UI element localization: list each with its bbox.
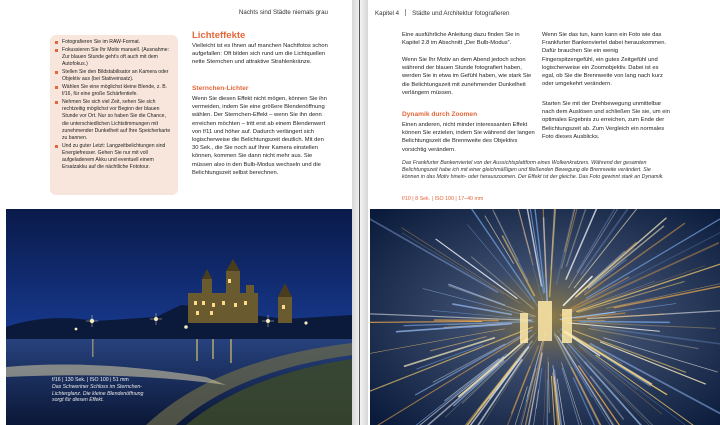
photo-caption-left — [52, 377, 152, 404]
photo-schwerin-castle — [6, 209, 352, 425]
chapter-label: Kapitel 4 — [375, 10, 400, 17]
running-head-right — [375, 9, 509, 17]
checklist-box — [50, 35, 178, 195]
paragraph-zoom-effect: Einen anderen, nicht minder interessanten Effekt können Sie erzielen, indem Sie während der langen Belichtungszeit die Brennweite des Objektivs vorsichtig verändern. — [402, 122, 535, 153]
heading-sternchen-lichter: Sternchen-Lichter — [192, 85, 249, 92]
checklist-item: Fokussieren Sie Ihr Motiv manuell. (Ausnahme: Zur blauen Stunde geht’s oft auch mit dem Autofokus.) — [55, 47, 174, 69]
zoom-streak — [547, 380, 548, 425]
left-page — [0, 0, 352, 425]
paragraph-blue-hour: Wenn Sie Ihr Motiv an dem Abend jedoch schon während der blauen Stunde fotografiert haben, werden Sie in etwa im Gefühl haben, wie stark Sie die Belichtungszeit mit zunehmender Dunkelheit verlängern müssen. — [402, 57, 532, 96]
checklist-item: Wählen Sie eine möglichst kleine Blende, z. B. f/16, für eine große Schärfentiefe. — [55, 84, 174, 98]
zoom-streak — [435, 320, 498, 321]
zoom-burst-image — [370, 209, 720, 425]
heading-dynamik-zoomen: Dynamik durch Zoomen — [402, 111, 478, 118]
photo-frankfurt-zoom — [370, 209, 720, 425]
right-page — [368, 0, 720, 425]
photo-caption-right: Das Frankfurter Bankenviertel von der Aussichtsplattform eines Wolkenkratzers. Während der gesamten Belichtungszeit habe ich mit einer gleichmäßigen und fließenden Bewegung die Brennweite verändert. Sie können in das Motiv hinein- oder herauszoomen. Der Effekt ist der gleiche. Das Foto gewinnt stark an Dynamik. — [402, 160, 664, 181]
checklist-item: Und zu guter Letzt: Langzeitbelichtungen sind Energiefresser. Gehen Sie nur mit voll aufgeladenem Akku und eventuell einem Ersatzakku auf die nächtliche Fototour. — [55, 143, 174, 172]
photo-caption-text-left: Das Schweriner Schloss im Sternchen-Lichterglanz. Die kleine Blendenöffnung sorgt für diesen Effekt. — [52, 383, 144, 404]
paragraph-rotation: Starten Sie mit der Drehbewegung unmittelbar nach dem Auslösen und schließen Sie sie, um ein optimales Ergebnis zu erreichen, zum Ende der Belichtungszeit ab. Zum Vergleich ein normales Foto dieses Ausblicks. — [542, 101, 670, 140]
chapter-title: Städte und Architektur fotografieren — [412, 10, 510, 17]
checklist-item: Fotografieren Sie im RAW-Format. — [55, 39, 174, 46]
heading-lichteffekte: Lichteffekte — [192, 30, 246, 41]
photo-meta-right: f/10 | 8 Sek. | ISO 100 | 17–40 mm — [402, 196, 484, 202]
checklist — [55, 39, 174, 172]
paragraph-bulb-reference: Eine ausführliche Anleitung dazu finden Sie in Kapitel 2.8 im Abschnitt „Der Bulb-Modus“. — [402, 32, 520, 47]
checklist-item: Stellen Sie den Bildstabilisator an Kamera oder Objektiv aus (bei Stativeinsatz). — [55, 69, 174, 83]
photo-meta-left: f/16 | 130 Sek. | ISO 100 | 51 mm — [52, 377, 129, 383]
running-head-left: Nachts sind Städte niemals grau — [238, 9, 328, 16]
paragraph-frankfurt: Wenn Sie das tun, kann kann ein Foto wie das Frankfurter Bankenviertel dabei herauskommen. Dafür brauchen Sie ein wenig Fingerspitzengefühl, ein gutes Zeitgefühl und logischerweise ein Zoomobjektiv. Dabei ist es egal, ob Sie die Brennweite von lang nach kurz oder umgekehrt verändern. — [542, 32, 667, 88]
paragraph-sternchen-lichter: Wenn Sie diesen Effekt nicht mögen, können Sie ihn vermeiden, indem Sie eine größere Blendenöffnung wählen. Der Sternchen-Effekt – wenn Sie ihn denn erreichen möchten – tritt erst ab einem Blendenwert von f/11 und höher auf. Dadurch verlängert sich logischerweise die Belichtungszeit deutlich. Mit den 30 Sek., die Sie noch auf Ihrer Kamera einstellen können, kommen Sie dann nicht mehr aus. Sie müssen also in den Bulb-Modus wechseln und die Belichtungszeit selbst berechnen. — [192, 96, 327, 176]
zoom-streak — [579, 321, 669, 322]
spine — [352, 0, 368, 425]
paragraph-lichteffekte: Vielleicht ist es Ihnen auf manchen Nachtfotos schon aufgefallen: Oft bilden sich rund um die Lichtquellen nette Sternchen und attraktive Strahlenkränze. — [192, 43, 328, 66]
checklist-item: Nehmen Sie sich viel Zeit, sehen Sie sich rechtzeitig möglichst vor Beginn der blauen Stunde vor Ort. Nur so haben Sie die Chance, die unterschiedlichen Lichtstimmungen mit zunehmender Dunkelheit auf Ihre Speicherkarte zu bannen. — [55, 99, 174, 142]
